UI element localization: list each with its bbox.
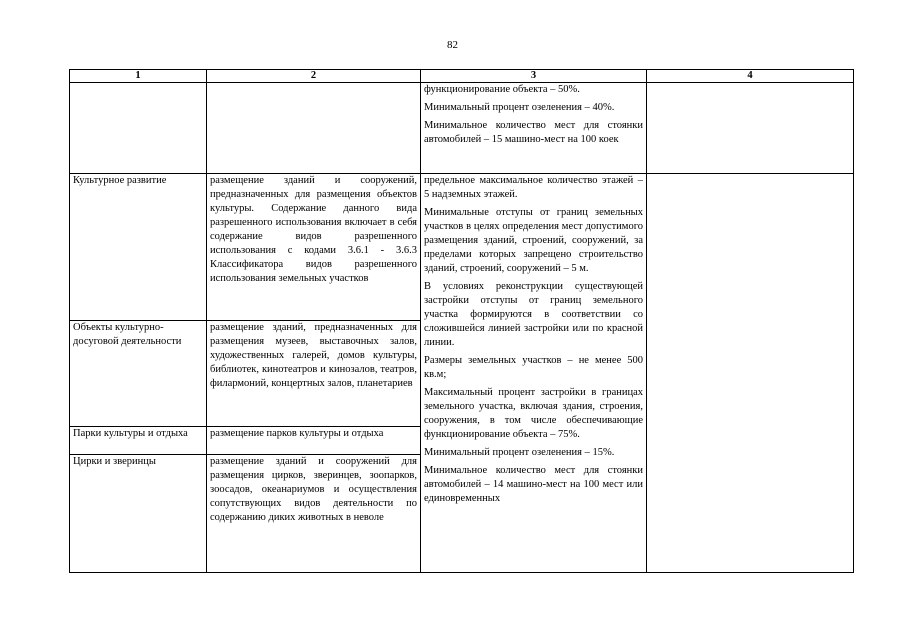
- regulations-table: [69, 69, 854, 573]
- notes-cell: [647, 174, 854, 573]
- parameter-text: Размеры земельных участков – не менее 500 кв.м;: [424, 355, 643, 380]
- parameter-text: Минимальные отступы от границ земельных участков в целях определения мест допустимого размещения зданий, строений, сооружений, за пределами которых запрещено строительство зданий, строений, сооружений – 5 м.: [424, 207, 643, 274]
- use-type-description: размещение зданий, предназначенных для размещения музеев, выставочных залов, художественных галерей, домов культуры, библиотек, кинотеатров и кинозалов, театров, филармоний, концертных залов, планетариев: [207, 321, 421, 426]
- column-header-4: 4: [647, 70, 854, 83]
- parameter-text: Максимальный процент застройки в границах земельного участка, включая здания, строения, сооружения, в том числе обеспечивающие функционирование объекта – 75%.: [424, 387, 643, 440]
- cell-continued-name: [70, 83, 207, 174]
- cell-continued-notes: [647, 83, 854, 174]
- parameter-text: Минимальное количество мест для стоянки автомобилей – 15 машино-мест на 100 коек: [424, 120, 643, 145]
- table-row: [70, 174, 854, 321]
- use-type-name: Объекты культурно-досуговой деятельности: [70, 321, 207, 426]
- parameter-text: Минимальный процент озеленения – 40%.: [424, 102, 615, 113]
- cell-continued-parameters: [421, 83, 647, 174]
- column-header-1: 1: [70, 70, 207, 83]
- parameter-text: функционирование объекта – 50%.: [424, 84, 580, 95]
- use-type-description: размещение зданий и сооружений для размещения цирков, зверинцев, зоопарков, зоосадов, океанариумов и осуществления сопутствующих видов деятельности по содержанию диких животных в неволе: [207, 454, 421, 572]
- parameters-cell: [421, 174, 647, 573]
- column-header-2: 2: [207, 70, 421, 83]
- parameter-text: В условиях реконструкции существующей застройки отступы от границ земельного участка формируются в соответствии со сложившейся линией застройки или по красной линии.: [424, 281, 643, 348]
- use-type-description: размещение зданий и сооружений, предназначенных для размещения объектов культуры. Содержание данного вида разрешенного использования включает в себя содержание видов разрешенного использования с кодами 3.6.1 - 3.6.3 Классификатора видов разрешенного использования земельных участков: [207, 174, 421, 321]
- use-type-name: Культурное развитие: [70, 174, 207, 321]
- parameter-text: предельное максимальное количество этажей – 5 надземных этажей.: [424, 175, 643, 200]
- cell-continued-description: [207, 83, 421, 174]
- use-type-name: Парки культуры и отдыха: [70, 426, 207, 454]
- parameter-text: Минимальное количество мест для стоянки автомобилей – 14 машино-мест на 100 мест или единовременных: [424, 465, 643, 504]
- table-row-continued: [70, 83, 854, 174]
- table-header-row: [70, 70, 854, 83]
- use-type-description: размещение парков культуры и отдыха: [207, 426, 421, 454]
- parameter-text: Минимальный процент озеленения – 15%.: [424, 447, 615, 458]
- use-type-name: Цирки и зверинцы: [70, 454, 207, 572]
- page-number: 82: [447, 39, 458, 51]
- column-header-3: 3: [421, 70, 647, 83]
